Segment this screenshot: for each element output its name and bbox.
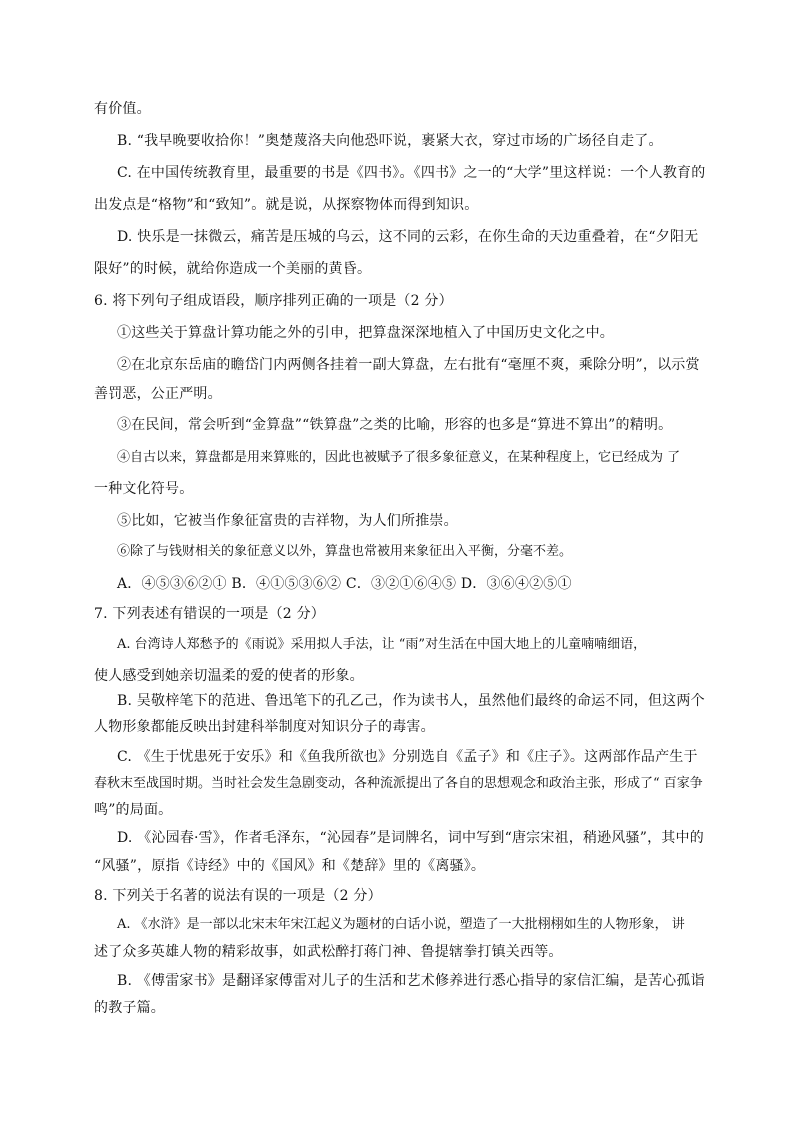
option-d: D. 快乐是一抹微云，痛苦是压城的乌云，这不同的云彩，在你生命的天边重叠着，在“夕阳无 <box>117 229 699 245</box>
option-d: D. 《沁园春·雪》，作者毛泽东，“沁园春”是词牌名，词中写到“唐宗宋祖，稍逊风骚”，其中的 <box>117 830 704 846</box>
option-a: A. 台湾诗人郑愁予的《雨说》采用拟人手法，让 “雨”对生活在中国大地上的儿童喃喃细语， <box>117 637 647 652</box>
sentence-2: ②在北京东岳庙的瞻岱门内两侧各挂着一副大算盘，左右批有“毫厘不爽，乘除分明”，以示赏 <box>117 357 700 373</box>
option-c: C. 在中国传统教育里，最重要的书是《四书》。《四书》之一的“大学”里这样说：一个人教育的 <box>117 165 706 181</box>
sentence-4: ④自古以来，算盘都是用来算账的，因此也被赋予了很多象征意义，在某种程度上，它已经成为 了 <box>117 450 681 465</box>
question-7-title: 7. 下列表述有错误的一项是（2 分） <box>94 606 325 622</box>
option-b: B. 吴敬梓笔下的范进、鲁迅笔下的孔乙己，作为读书人，虽然他们最终的命运不同，但这两个 <box>117 693 705 709</box>
text-line: 鸣”的局面。 <box>94 802 173 818</box>
option-b: B. “我早晚要收拾你！”奥楚蔑洛夫向他恐吓说，裹紧大衣，穿过市场的广场径自走了。 <box>117 133 663 149</box>
question-8-title: 8. 下列关于名著的说法有误的一项是（2 分） <box>94 888 382 904</box>
text-line: 出发点是“格物”和“致知”。就是说，从探察物体而得到知识。 <box>94 197 479 213</box>
option-c: C. 《生于忧患死于安乐》和《鱼我所欲也》分别选自《孟子》和《庄子》。这两部作品产生于 <box>117 749 698 765</box>
answer-options: A．④⑤③⑥②① B．④①⑤③⑥② C．③②①⑥④⑤ D．③⑥④②⑤① <box>117 576 572 592</box>
sentence-3: ③在民间，常会听到“金算盘”“铁算盘”之类的比喻，形容的也多是“算进不算出”的精明。 <box>117 417 673 433</box>
text-line: 一种文化符号。 <box>94 481 194 497</box>
text-line: 人物形象都能反映出封建科举制度对知识分子的毒害。 <box>94 719 435 735</box>
sentence-5: ⑤比如，它被当作象征富贵的吉祥物，为人们所推崇。 <box>117 513 458 529</box>
sentence-6: ⑥除了与钱财相关的象征意义以外，算盘也常被用来象征出入平衡，分毫不差。 <box>117 544 573 559</box>
option-b: B. 《傅雷家书》是翻译家傅雷对儿子的生活和艺术修养进行悉心指导的家信汇编，是苦心孤诣 <box>117 973 705 989</box>
option-a: A. 《水浒》是一部以北宋末年宋江起义为题材的白话小说，塑造了一大批栩栩如生的人物形象， 讲 <box>117 917 685 932</box>
text-line: 善罚恶，公正严明。 <box>94 386 222 402</box>
sentence-1: ①这些关于算盘计算功能之外的引申，把算盘深深地植入了中国历史文化之中。 <box>117 325 614 341</box>
text-line: 限好”的时候，就给你造成一个美丽的黄昏。 <box>94 261 372 277</box>
text-line: 春秋末至战国时期。当时社会发生急剧变动，各种流派提出了各自的思想观念和政治主张，形成了“ 百家争 <box>94 776 703 791</box>
question-6-title: 6. 将下列句子组成语段，顺序排列正确的一项是（2 分） <box>94 293 453 309</box>
text-line: 使人感受到她亲切温柔的爱的使者的形象。 <box>94 668 364 684</box>
text-line: 有价值。 <box>94 101 151 117</box>
text-line: “风骚”，原指《诗经》中的《国风》和《楚辞》里的《离骚》。 <box>94 858 486 874</box>
text-line: 的教子篇。 <box>94 1000 165 1016</box>
text-line: 述了众多英雄人物的精彩故事，如武松醉打蒋门神、鲁提辖拳打镇关西等。 <box>94 944 563 960</box>
